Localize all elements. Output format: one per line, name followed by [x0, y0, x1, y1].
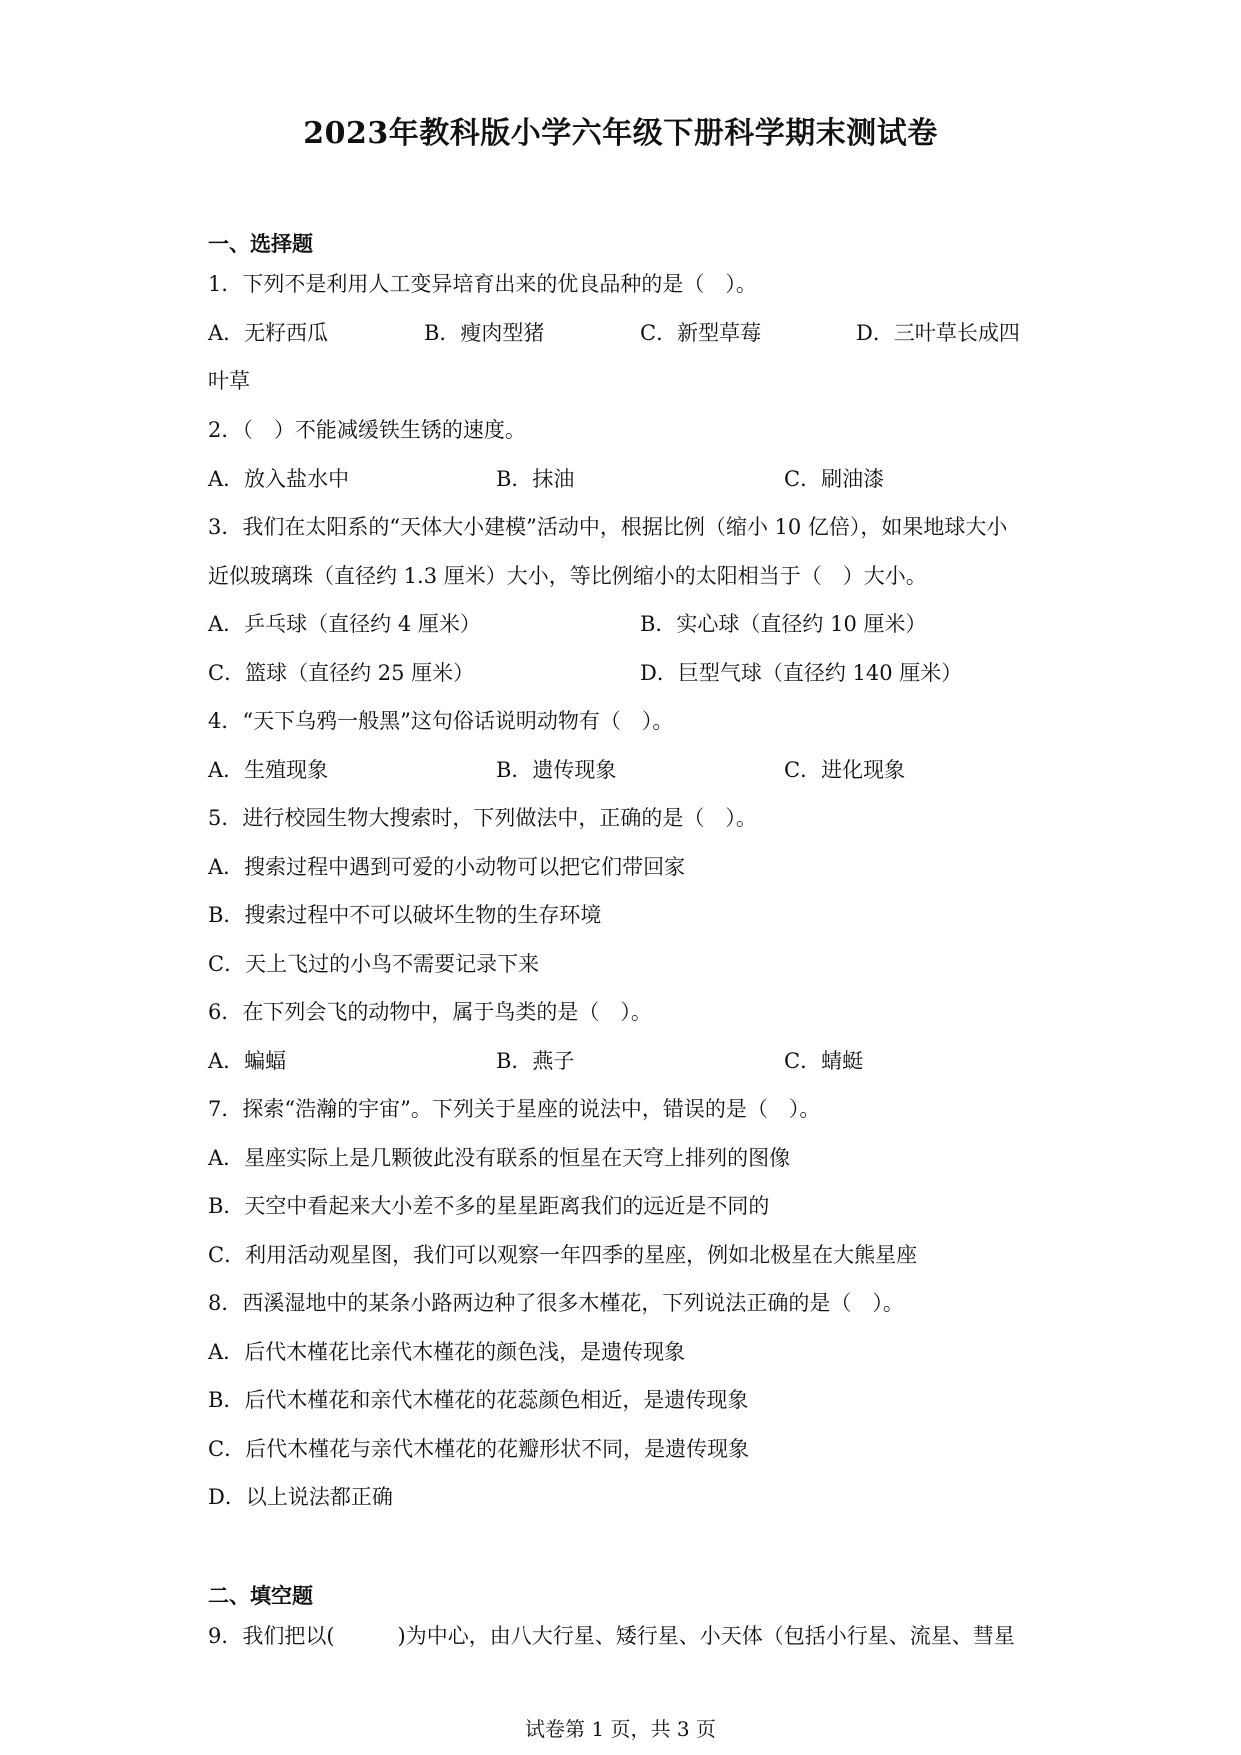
- question-3-option-d: D．巨型气球（直径约 140 厘米）: [640, 661, 963, 685]
- question-3-option-c: C．篮球（直径约 25 厘米）: [208, 661, 475, 685]
- question-2-option-c: C．刷油漆: [784, 467, 885, 491]
- question-5-option-a: A．搜索过程中遇到可爱的小动物可以把它们带回家: [208, 855, 686, 879]
- question-4-option-b: B．遗传现象: [496, 758, 617, 782]
- question-4-option-a: A．生殖现象: [208, 758, 329, 782]
- question-9-stem: 9．我们把以( )为中心，由八大行星、矮行星、小天体（包括小行星、流星、彗星: [208, 1624, 1015, 1648]
- question-1-option-d-continuation: 叶草: [208, 369, 250, 393]
- question-5-stem: 5．进行校园生物大搜索时，下列做法中，正确的是（ ）。: [208, 806, 757, 830]
- question-2-option-a: A．放入盐水中: [208, 467, 350, 491]
- section-heading-fill-in: 二、填空题: [208, 1583, 313, 1608]
- question-7-stem: 7．探索“浩瀚的宇宙”。下列关于星座的说法中，错误的是（ ）。: [208, 1097, 821, 1121]
- question-3-stem-line-2: 近似玻璃珠（直径约 1.3 厘米）大小，等比例缩小的太阳相当于（ ）大小。: [208, 564, 927, 588]
- question-1-stem: 1．下列不是利用人工变异培育出来的优良品种的是（ ）。: [208, 272, 757, 296]
- question-7-option-b: B．天空中看起来大小差不多的星星距离我们的远近是不同的: [208, 1194, 770, 1218]
- question-1-option-d: D．三叶草长成四: [856, 321, 1020, 345]
- question-8-option-d: D．以上说法都正确: [208, 1485, 393, 1509]
- question-4-stem: 4．“天下乌鸦一般黑”这句俗话说明动物有（ ）。: [208, 709, 674, 733]
- question-7-option-a: A．星座实际上是几颗彼此没有联系的恒星在天穹上排列的图像: [208, 1146, 791, 1170]
- question-6-stem: 6．在下列会飞的动物中，属于鸟类的是（ ）。: [208, 1000, 652, 1024]
- page-footer: 试卷第 1 页，共 3 页: [525, 1717, 716, 1741]
- question-6-option-b: B．燕子: [496, 1049, 575, 1073]
- section-heading-choice: 一、选择题: [208, 231, 313, 256]
- question-8-stem: 8．西溪湿地中的某条小路两边种了很多木槿花，下列说法正确的是（ ）。: [208, 1291, 904, 1315]
- question-6-option-a: A．蝙蝠: [208, 1049, 287, 1073]
- question-8-option-a: A．后代木槿花比亲代木槿花的颜色浅，是遗传现象: [208, 1340, 686, 1364]
- question-3-option-a: A．乒乓球（直径约 4 厘米）: [208, 612, 481, 636]
- question-1-option-c: C．新型草莓: [640, 321, 762, 345]
- question-5-option-b: B．搜索过程中不可以破坏生物的生存环境: [208, 903, 602, 927]
- question-2-stem: 2．（ ）不能减缓铁生锈的速度。: [208, 418, 526, 442]
- question-1-option-a: A．无籽西瓜: [208, 321, 329, 345]
- question-8-option-c: C．后代木槿花与亲代木槿花的花瓣形状不同，是遗传现象: [208, 1437, 750, 1461]
- question-4-option-c: C．进化现象: [784, 758, 906, 782]
- question-3-stem-line-1: 3．我们在太阳系的“天体大小建模”活动中，根据比例（缩小 10 亿倍），如果地球大小: [208, 515, 1008, 539]
- page-title: 2023年教科版小学六年级下册科学期末测试卷: [303, 116, 938, 151]
- question-2-option-b: B．抹油: [496, 467, 575, 491]
- question-1-option-b: B．瘦肉型猪: [424, 321, 545, 345]
- question-8-option-b: B．后代木槿花和亲代木槿花的花蕊颜色相近，是遗传现象: [208, 1388, 749, 1412]
- question-6-option-c: C．蜻蜓: [784, 1049, 864, 1073]
- question-3-option-b: B．实心球（直径约 10 厘米）: [640, 612, 927, 636]
- question-7-option-c: C．利用活动观星图，我们可以观察一年四季的星座，例如北极星在大熊星座: [208, 1243, 918, 1267]
- question-5-option-c: C．天上飞过的小鸟不需要记录下来: [208, 952, 540, 976]
